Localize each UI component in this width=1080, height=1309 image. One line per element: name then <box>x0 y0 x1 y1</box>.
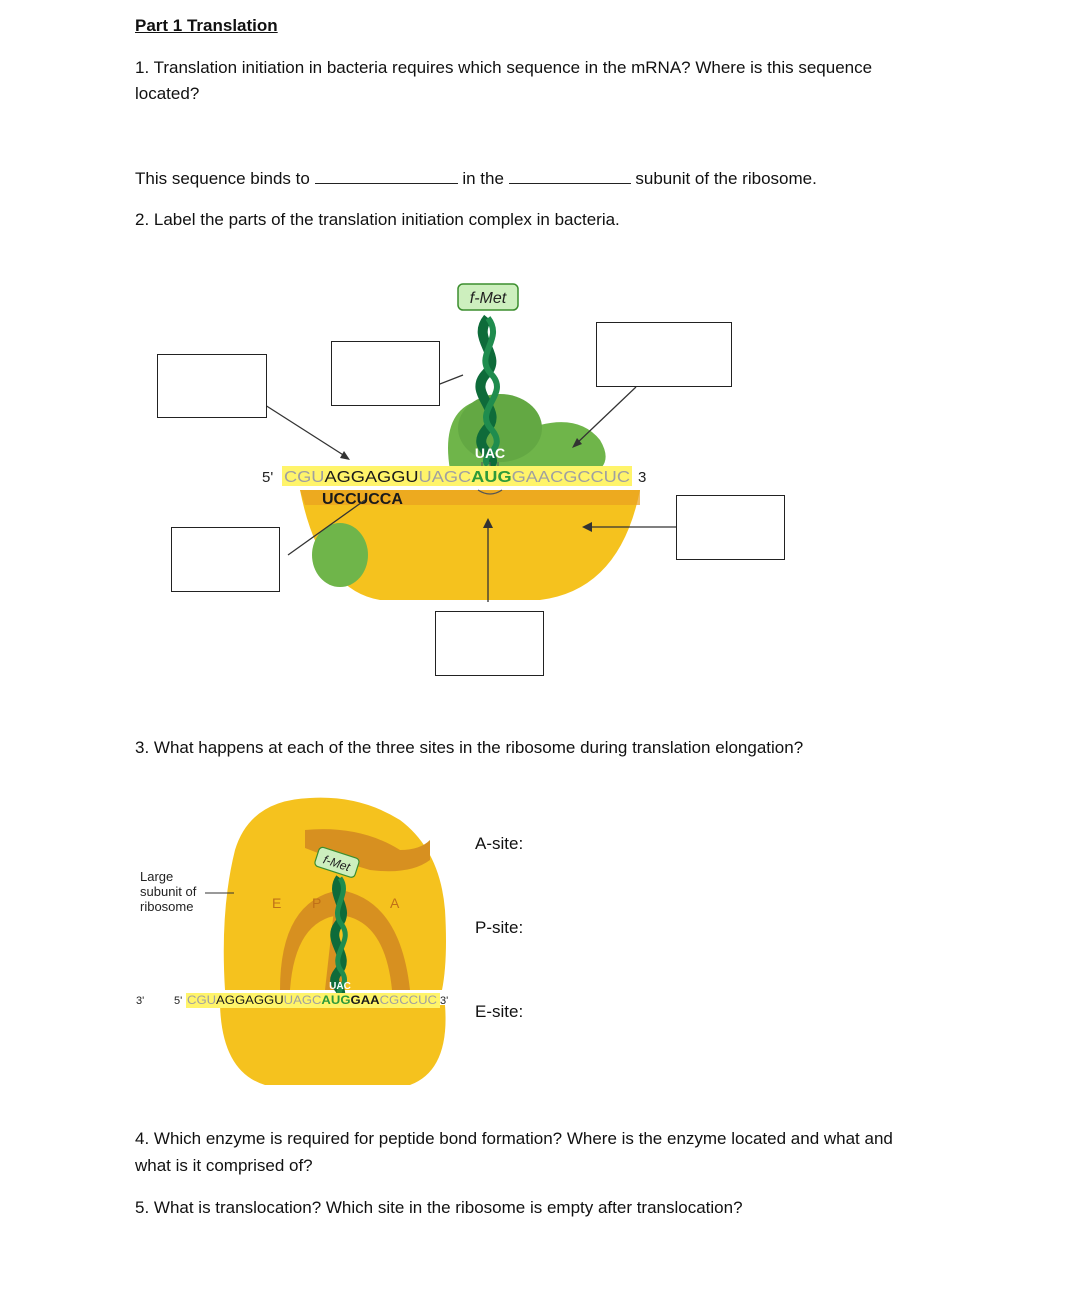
fill-in-text-1: This sequence binds to <box>135 169 310 188</box>
mrna-5-label-2: 5' <box>174 995 183 1007</box>
question-2: 2. Label the parts of the translation initiation complex in bacteria. <box>135 210 620 229</box>
small-subunit-body <box>220 1005 446 1085</box>
label-box-3[interactable] <box>596 322 732 387</box>
large-subunit-line-3: ribosome <box>140 899 194 914</box>
fill-in-text-3: subunit of the ribosome. <box>635 169 817 188</box>
mrna-3-label-1: 3 <box>638 469 647 486</box>
question-3: 3. What happens at each of the three sites in the ribosome during translation elongation? <box>135 738 804 757</box>
fmet-label-2: f-Met <box>321 852 352 875</box>
elongation-ribosome-figure <box>130 790 470 1090</box>
question-4-line-2: what is it comprised of? <box>135 1156 313 1175</box>
left-3-label: 3' <box>136 995 145 1007</box>
p-site-label: P-site: <box>475 918 524 937</box>
label-box-1[interactable] <box>157 354 267 418</box>
label-box-5[interactable] <box>676 495 785 560</box>
anticodon-label-1: UAC <box>474 445 506 461</box>
question-1-line-1: 1. Translation initiation in bacteria requires which sequence in the mRNA? Where is this sequence <box>135 58 873 77</box>
mrna-5-label-1: 5' <box>262 469 274 486</box>
mrna-seg-1: CGU <box>284 469 320 486</box>
site-p-label: P <box>312 895 322 911</box>
mrna2-seg-2: AGGAGGU <box>216 993 279 1007</box>
mrna-sequence-2 <box>187 993 437 1007</box>
mrna2-seg-1: CGU <box>187 993 214 1007</box>
anticodon-label-2: UAC <box>329 981 351 992</box>
a-site-label: A-site: <box>475 834 524 853</box>
mrna-sequence-1 <box>284 469 630 486</box>
rrna-sequence: UCCUCCA <box>322 491 403 508</box>
site-e-label: E <box>272 895 282 911</box>
label-box-4[interactable] <box>171 527 280 592</box>
label-box-2[interactable] <box>331 341 440 406</box>
e-site-label: E-site: <box>475 1002 524 1021</box>
question-5: 5. What is translocation? Which site in the ribosome is empty after translocation? <box>135 1198 743 1217</box>
pointer-line-1 <box>265 405 348 458</box>
pointer-line-3 <box>575 387 636 445</box>
mrna2-seg-4: AUG <box>321 993 349 1007</box>
mrna-seg-3: UAGC <box>418 469 465 486</box>
mrna-3-label-2: 3' <box>440 995 449 1007</box>
label-box-6[interactable] <box>435 611 544 676</box>
question-1-line-2: located? <box>135 84 200 103</box>
mrna-seg-2: AGGAGGU <box>324 469 408 486</box>
fmet-label-1: f-Met <box>469 290 507 307</box>
large-subunit-line-1: Large <box>140 869 174 884</box>
mrna2-seg-5: GAA <box>350 993 378 1007</box>
mrna2-seg-3: UAGC <box>283 993 319 1007</box>
large-subunit-line-2: subunit of <box>140 884 197 899</box>
page-title: Part 1 Translation <box>135 16 278 35</box>
question-4-line-1: 4. Which enzyme is required for peptide bond formation? Where is the enzyme located and what and <box>135 1129 893 1148</box>
mrna-seg-4: AUG <box>471 469 507 486</box>
mrna2-seg-6: CGCCUC <box>379 993 433 1007</box>
mrna-seg-5: GAACGCCUC <box>511 469 616 486</box>
site-a-label: A <box>390 895 400 911</box>
fill-in-text-2: in the <box>462 169 504 188</box>
